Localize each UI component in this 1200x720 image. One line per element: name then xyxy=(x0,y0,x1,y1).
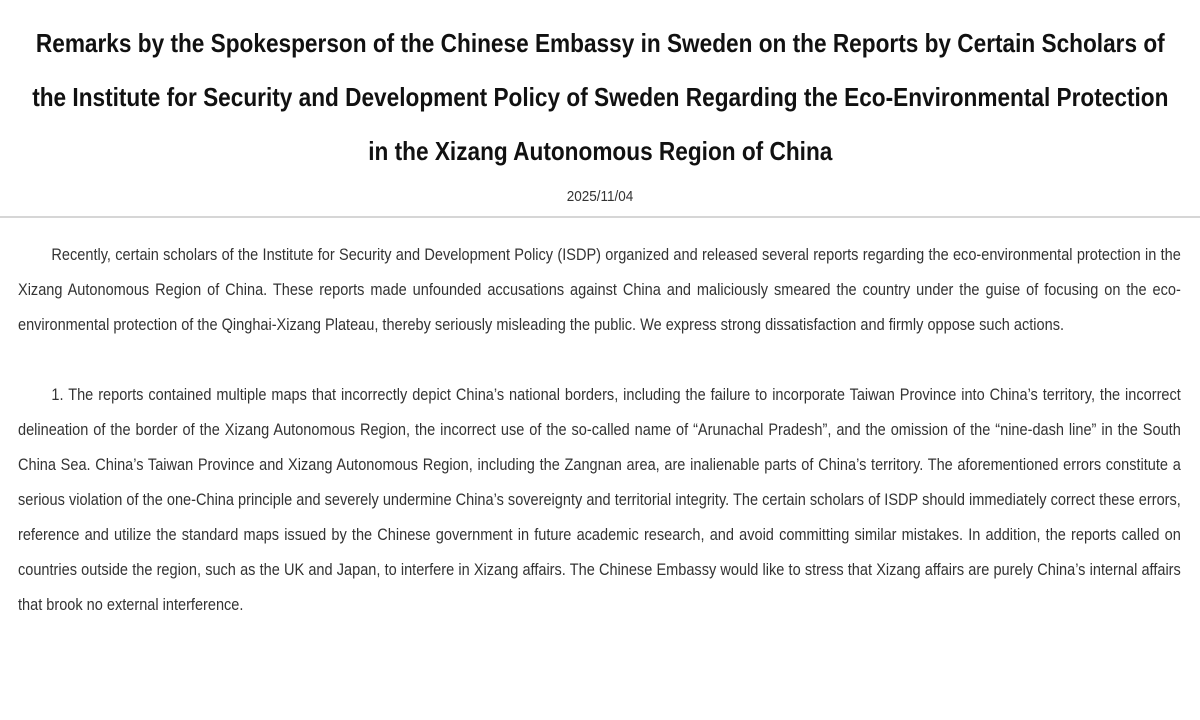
article-title: Remarks by the Spokesperson of the Chinese Embassy in Sweden on the Reports by Certain Scholars of the Institute for Security and Development Policy of Sweden Regarding the Eco-Environmental Protection in the Xizang Autonomous Region of China xyxy=(32,28,1169,166)
article-date: 2025/11/04 xyxy=(566,188,634,205)
header-divider xyxy=(0,216,1200,218)
paragraph-intro: Recently, certain scholars of the Institute for Security and Development Policy (ISDP) organized and released several reports regarding the eco-environmental protection in the Xizang Autonomous Region of China. These reports made unfounded accusations against China and maliciously smeared the country under the guise of focusing on the eco-environmental protection of the Qinghai-Xizang Plateau, thereby seriously misleading the public. We express strong dissatisfaction and firmly oppose such actions. xyxy=(18,245,1181,334)
article-body xyxy=(18,237,1180,657)
article-header xyxy=(0,16,1200,178)
paragraph-point-1: 1. The reports contained multiple maps that incorrectly depict China’s national borders, including the failure to incorporate Taiwan Province into China’s territory, the incorrect delineation of the border of the Xizang Autonomous Region, the incorrect use of the so-called name of “Arunachal Pradesh”, and the omission of the “nine-dash line” in the South China Sea. China’s Taiwan Province and Xizang Autonomous Region, including the Zangnan area, are inalienable parts of China’s territory. The aforementioned errors constitute a serious violation of the one-China principle and severely undermine China’s sovereignty and territorial integrity. The certain scholars of ISDP should immediately correct these errors, reference and utilize the standard maps issued by the Chinese government in future academic research, and avoid committing similar mistakes. In addition, the reports called on countries outside the region, such as the UK and Japan, to interfere in Xizang affairs. The Chinese Embassy would like to stress that Xizang affairs are purely China’s internal affairs that brook no external interference. xyxy=(18,385,1181,614)
